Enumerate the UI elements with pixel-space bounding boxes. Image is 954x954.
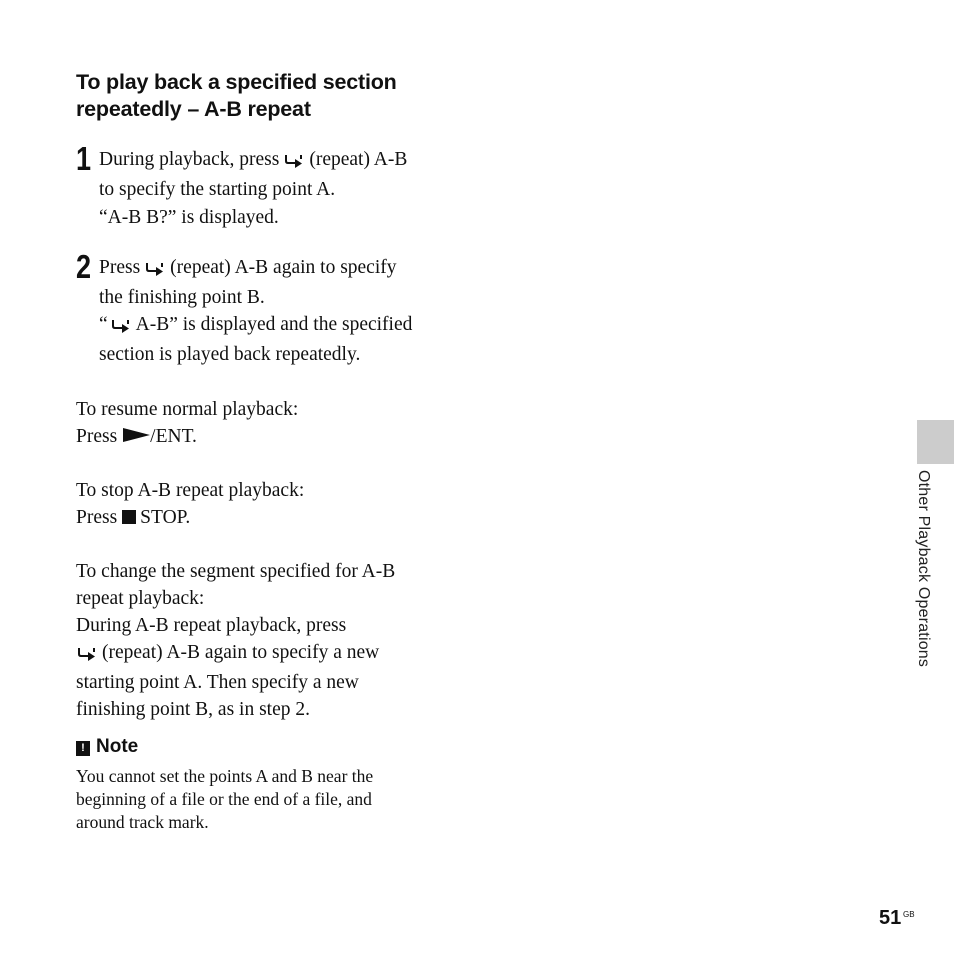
stop-block [76,477,456,531]
step-1-line1-pre: During playback, press [99,149,280,170]
repeat-icon [110,314,132,341]
step-2-text [99,254,459,311]
change-line-1: To change the segment specified for A-B [76,561,396,582]
side-section-label: Other Playback Operations [915,470,932,668]
stop-heading: To stop A-B repeat playback: [76,480,305,501]
step-1-line2: to specify the starting point A. [99,179,336,200]
note-text [76,765,446,834]
resume-block [76,396,456,450]
stop-button-label: STOP. [140,507,191,528]
note-heading [76,736,138,758]
repeat-icon [283,149,305,176]
step-1-result: “A-B B?” is displayed. [99,207,279,228]
resume-button-label: /ENT. [150,426,197,447]
stop-icon [122,510,136,524]
step-2-number: 2 [76,248,92,285]
note-line-2: beginning of a file or the end of a file, and [76,789,372,809]
change-line-5: starting point A. Then specify a new [76,672,359,693]
step-1-text [99,146,459,203]
step-2-line2: the finishing point B. [99,287,265,308]
step-2-result [99,311,459,368]
step-2-result-line2: section is played back repeatedly. [99,344,361,365]
step-2-line1-post: (repeat) A-B again to specify [170,257,397,278]
step-1-line1-post: (repeat) A-B [309,149,408,170]
resume-heading: To resume normal playback: [76,399,299,420]
step-1-number: 1 [76,140,92,177]
stop-press: Press [76,507,118,528]
play-icon [123,428,150,442]
page-number: 51 [879,907,902,929]
page-suffix: GB [903,910,915,919]
repeat-icon [144,257,166,284]
note-icon: ! [76,741,90,756]
heading-line-1: To play back a specified section [76,70,397,94]
resume-press: Press [76,426,118,447]
change-block [76,558,456,723]
change-line-4: (repeat) A-B again to specify a new [102,642,380,663]
note-title: Note [96,736,139,757]
note-line-1: You cannot set the points A and B near the [76,766,374,786]
heading-line-2: repeatedly – A-B repeat [76,97,311,121]
note-line-3: around track mark. [76,812,209,832]
section-heading [76,69,476,123]
change-line-6: finishing point B, as in step 2. [76,699,310,720]
change-line-3: During A-B repeat playback, press [76,615,347,636]
step-2-result-text: A-B” is displayed and the specified [135,314,413,335]
change-line-2: repeat playback: [76,588,205,609]
section-tab [917,420,954,464]
step-2-result-open-quote: “ [99,314,108,335]
step-2-line1-pre: Press [99,257,141,278]
repeat-icon [76,642,98,669]
